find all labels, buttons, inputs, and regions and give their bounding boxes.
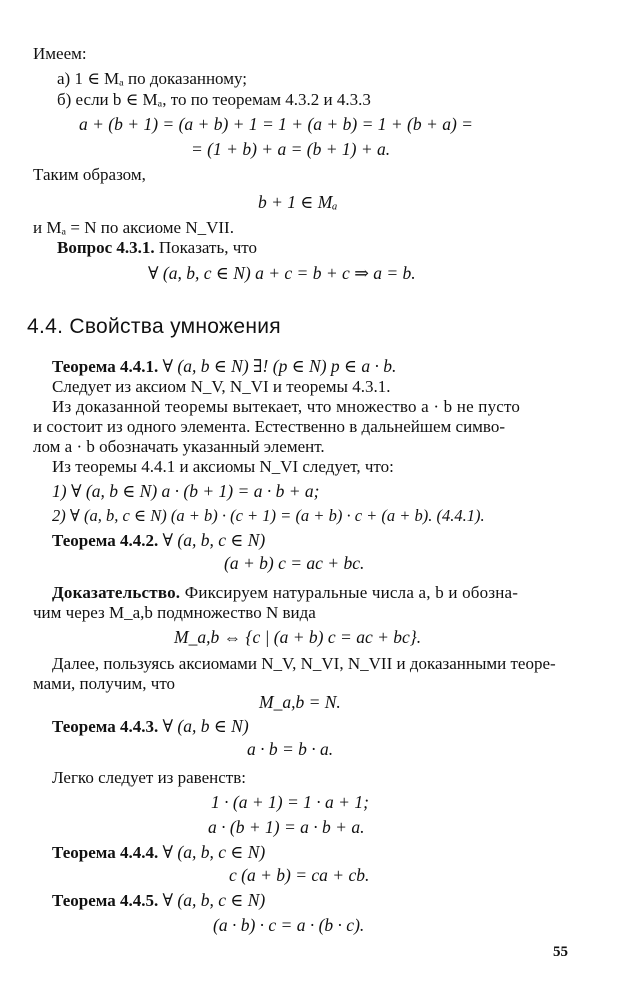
formula-line: 1) ∀ (a, b ∈ N) a · (b + 1) = a · b + a; <box>52 481 320 501</box>
formula-line: M_a,b ⇔ {c | (a + b) c = ac + bc}. <box>174 627 422 647</box>
question-line <box>57 238 257 258</box>
text-line: Легко следует из равенств: <box>52 768 246 787</box>
text-line: и Mₐ = N по аксиоме N_VII. <box>33 218 234 237</box>
theorem-label: Теорема 4.4.5. <box>52 891 159 910</box>
theorem-line <box>52 890 265 911</box>
text-line: Из доказанной теоремы вытекает, что множество a · b не пусто <box>52 397 521 416</box>
text-line: Таким образом, <box>33 165 146 184</box>
formula-line: 1 · (a + 1) = 1 · a + 1; <box>211 792 369 812</box>
theorem-statement: ∀ (a, b ∈ N) ∃! (p ∈ N) p ∈ a · b. <box>162 356 397 376</box>
formula-line: = (1 + b) + a = (b + 1) + a. <box>191 139 391 159</box>
text-line: Далее, пользуясь аксиомами N_V, N_VI, N_VII и доказанными теоре- <box>52 654 556 673</box>
page-number: 55 <box>553 944 568 960</box>
text-line: чим через M_a,b подмножество N вида <box>33 603 316 622</box>
text-line: и состоит из одного элемента. Естественно в дальнейшем симво- <box>33 417 505 436</box>
theorem-label: Теорема 4.4.4. <box>52 843 159 862</box>
theorem-line <box>52 356 396 377</box>
proof-text: Фиксируем натуральные числа a, b и обозна- <box>184 583 519 602</box>
text-line: а) 1 ∈ Mₐ по доказанному; <box>57 69 247 88</box>
text-line: Имеем: <box>33 44 87 63</box>
formula-line: M_a,b = N. <box>259 692 341 712</box>
formula-line: a · b = b · a. <box>247 739 334 759</box>
theorem-line <box>52 716 249 737</box>
theorem-line <box>52 842 265 863</box>
text-line: б) если b ∈ Mₐ, то по теоремам 4.3.2 и 4.3.3 <box>57 90 371 109</box>
formula-line: (a + b) c = ac + bc. <box>224 553 365 573</box>
theorem-statement: ∀ (a, b, c ∈ N) <box>162 842 266 862</box>
text-line: Из теоремы 4.4.1 и аксиомы N_VI следует, что: <box>52 457 394 476</box>
formula-line: a + (b + 1) = (a + b) + 1 = 1 + (a + b) = 1 + (b + a) = <box>79 114 473 134</box>
formula-line: b + 1 ∈ Mₐ <box>258 192 338 212</box>
theorem-label: Теорема 4.4.3. <box>52 717 159 736</box>
formula-line: c (a + b) = ca + cb. <box>229 865 370 885</box>
text-line: лом a · b обозначать указанный элемент. <box>33 437 325 456</box>
question-label: Вопрос 4.3.1. <box>57 238 155 257</box>
theorem-label: Теорема 4.4.1. <box>52 357 159 376</box>
formula-line: ∀ (a, b, c ∈ N) a + c = b + c ⇒ a = b. <box>148 263 416 283</box>
proof-label: Доказательство. <box>52 583 181 602</box>
section-heading: 4.4. Свойства умножения <box>27 315 281 338</box>
question-text: Показать, что <box>158 238 257 257</box>
formula-line: a · (b + 1) = a · b + a. <box>208 817 365 837</box>
theorem-statement: ∀ (a, b, c ∈ N) <box>162 890 266 910</box>
text-line: мами, получим, что <box>33 674 176 693</box>
formula-line: (a · b) · c = a · (b · c). <box>213 915 365 935</box>
text-line: Следует из аксиом N_V, N_VI и теоремы 4.3.1. <box>52 377 391 396</box>
proof-line <box>52 583 518 603</box>
theorem-line <box>52 530 265 551</box>
theorem-statement: ∀ (a, b, c ∈ N) <box>162 530 266 550</box>
theorem-statement: ∀ (a, b ∈ N) <box>162 716 249 736</box>
formula-line: 2) ∀ (a, b, c ∈ N) (a + b) · (c + 1) = (a + b) · c + (a + b). (4.4.1). <box>52 506 485 525</box>
theorem-label: Теорема 4.4.2. <box>52 531 159 550</box>
